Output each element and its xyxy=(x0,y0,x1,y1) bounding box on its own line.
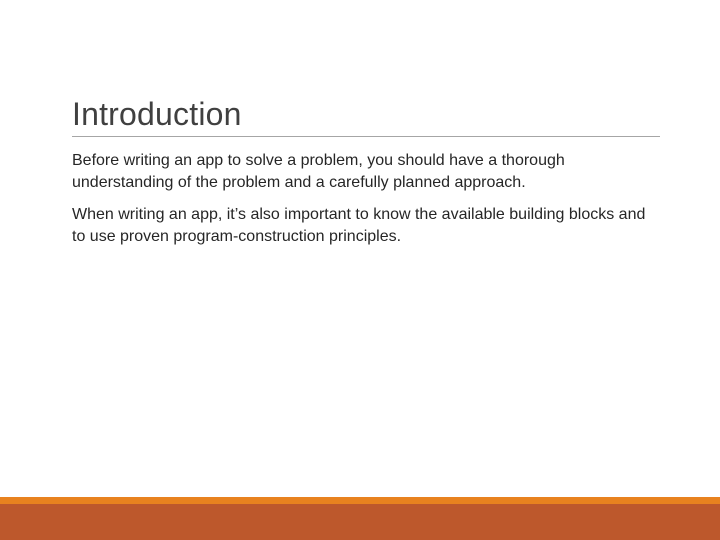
footer-accent-stripe xyxy=(0,497,720,504)
slide-body xyxy=(72,150,662,258)
body-paragraph-1: Before writing an app to solve a problem, you should have a thorough understanding of the problem and a carefully planned approach. xyxy=(72,152,565,191)
footer-band xyxy=(0,504,720,540)
title-divider xyxy=(72,136,660,137)
slide-title: Introduction xyxy=(72,96,242,132)
body-paragraph-2: When writing an app, it’s also important to know the available building blocks and to use proven program-construction principles. xyxy=(72,206,646,245)
